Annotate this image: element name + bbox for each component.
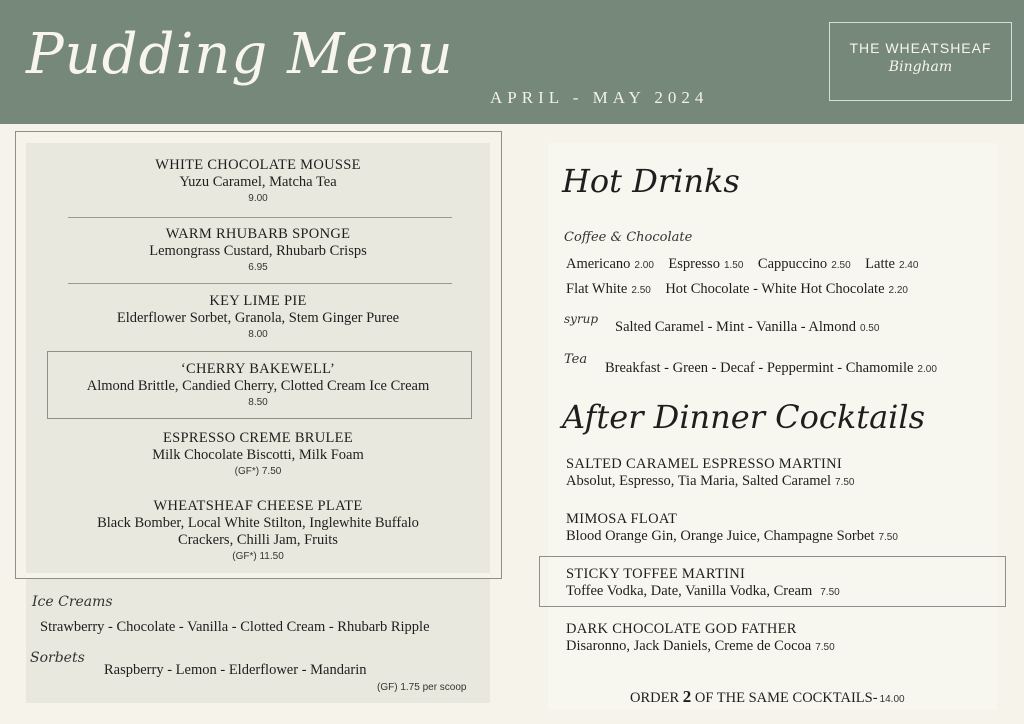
dish-name: WHITE CHOCOLATE MOUSSE xyxy=(155,157,361,173)
drink-name: Latte xyxy=(865,256,895,272)
drink-name: Espresso xyxy=(668,256,720,272)
dish-price: (GF*) 7.50 xyxy=(234,466,282,477)
offer-number: 2 xyxy=(682,687,692,706)
cocktail-price: 7.50 xyxy=(835,477,855,488)
drink-name: Cappuccino xyxy=(757,256,828,272)
dish-price: 6.95 xyxy=(248,262,268,273)
cocktail-name: MIMOSA FLOAT xyxy=(566,511,678,527)
drink-name: Flat White xyxy=(566,281,628,297)
dish-cheese-plate xyxy=(26,498,490,565)
cocktail-desc-row xyxy=(566,583,840,600)
dish-desc: Elderflower Sorbet, Granola, Stem Ginger Puree xyxy=(116,310,400,326)
coffee-row-1 xyxy=(566,256,918,273)
dish-name: WHEATSHEAF CHEESE PLATE xyxy=(153,498,363,514)
dish-name: WARM RHUBARB SPONGE xyxy=(165,226,351,242)
brand-name: THE WHEATSHEAF xyxy=(849,40,992,56)
dish-desc: Milk Chocolate Biscotti, Milk Foam xyxy=(152,447,364,463)
tea-label: Tea xyxy=(564,352,588,367)
sorbet-heading: Sorbets xyxy=(30,650,85,666)
cocktail-desc: Disaronno, Jack Daniels, Creme de Cocoa xyxy=(566,638,812,654)
coffee-row-2 xyxy=(566,281,908,298)
drink-name: Americano xyxy=(566,256,631,272)
hot-drinks-heading: Hot Drinks xyxy=(562,162,740,200)
dish-name: KEY LIME PIE xyxy=(209,293,307,309)
cocktail-desc-row xyxy=(566,638,835,655)
cocktail-name: STICKY TOFFEE MARTINI xyxy=(566,566,746,582)
drink-price: 2.00 xyxy=(634,260,654,271)
sorbet-flavours: Raspberry - Lemon - Elderflower - Mandarin xyxy=(104,662,367,678)
cocktail-offer xyxy=(630,687,905,707)
dish-name: ESPRESSO CREME BRULEE xyxy=(163,430,353,446)
dish-espresso-creme-brulee xyxy=(26,430,490,480)
drink-price: 2.40 xyxy=(898,260,919,271)
syrup-list: Salted Caramel - Mint - Vanilla - Almond xyxy=(615,319,856,335)
tea-list: Breakfast - Green - Decaf - Peppermint - Chamomile xyxy=(605,360,914,376)
dish-desc: Black Bomber, Local White Stilton, Inglewhite Buffalo xyxy=(97,515,419,531)
cocktail-name: DARK CHOCOLATE GOD FATHER xyxy=(566,621,797,637)
drink-price: 2.50 xyxy=(631,285,651,296)
divider xyxy=(68,283,452,284)
tea-row xyxy=(605,360,937,377)
ice-cream-heading: Ice Creams xyxy=(32,594,113,610)
drink-price: 1.50 xyxy=(723,260,744,271)
cocktail-desc: Absolut, Espresso, Tia Maria, Salted Caramel xyxy=(566,473,832,489)
cocktail-price: 7.50 xyxy=(820,587,840,598)
ice-cream-flavours: Strawberry - Chocolate - Vanilla - Clotted Cream - Rhubarb Ripple xyxy=(40,619,430,635)
dish-price: 8.50 xyxy=(248,397,268,408)
coffee-heading: Coffee & Chocolate xyxy=(564,230,693,245)
menu-title: Pudding Menu xyxy=(26,22,454,87)
dish-price: (GF*) 11.50 xyxy=(232,551,284,562)
scoop-price-note: (GF) 1.75 per scoop xyxy=(377,682,467,693)
dish-white-chocolate-mousse xyxy=(26,157,490,207)
dish-desc: Lemongrass Custard, Rhubarb Crisps xyxy=(149,243,367,259)
dish-desc: Almond Brittle, Candied Cherry, Clotted Cream Ice Cream xyxy=(86,378,430,394)
cocktail-desc-row xyxy=(566,528,898,545)
cocktail-desc: Blood Orange Gin, Orange Juice, Champagne Sorbet xyxy=(566,528,875,544)
dish-price: 8.00 xyxy=(248,329,268,340)
cocktail-desc-row xyxy=(566,473,854,490)
syrup-price: 0.50 xyxy=(859,323,880,334)
syrup-row xyxy=(615,319,879,336)
drink-name: Hot Chocolate - White Hot Chocolate xyxy=(665,281,885,297)
offer-price: 14.00 xyxy=(879,694,905,705)
offer-pre: ORDER xyxy=(630,690,680,706)
dish-desc-line2: Crackers, Chilli Jam, Fruits xyxy=(178,532,338,548)
cocktails-heading: After Dinner Cocktails xyxy=(562,398,926,436)
menu-dates: APRIL - MAY 2024 xyxy=(490,88,709,107)
brand-location: Bingham xyxy=(888,59,953,75)
cocktail-price: 7.50 xyxy=(815,642,835,653)
divider xyxy=(68,217,452,218)
dish-warm-rhubarb-sponge xyxy=(26,226,490,276)
dish-name: ‘CHERRY BAKEWELL’ xyxy=(180,361,336,377)
dish-key-lime-pie xyxy=(26,293,490,343)
cocktail-name: SALTED CARAMEL ESPRESSO MARTINI xyxy=(566,456,843,472)
dish-price: 9.00 xyxy=(248,193,268,204)
dish-desc: Yuzu Caramel, Matcha Tea xyxy=(179,174,337,190)
dish-cherry-bakewell xyxy=(26,361,490,411)
brand-logo-box xyxy=(829,22,1012,101)
offer-post: OF THE SAME COCKTAILS- xyxy=(694,690,878,706)
cocktail-desc: Toffee Vodka, Date, Vanilla Vodka, Cream xyxy=(566,583,813,599)
cocktail-price: 7.50 xyxy=(878,532,898,543)
syrup-label: syrup xyxy=(564,312,599,326)
drink-price: 2.20 xyxy=(888,285,908,296)
tea-price: 2.00 xyxy=(917,364,937,375)
drink-price: 2.50 xyxy=(831,260,851,271)
